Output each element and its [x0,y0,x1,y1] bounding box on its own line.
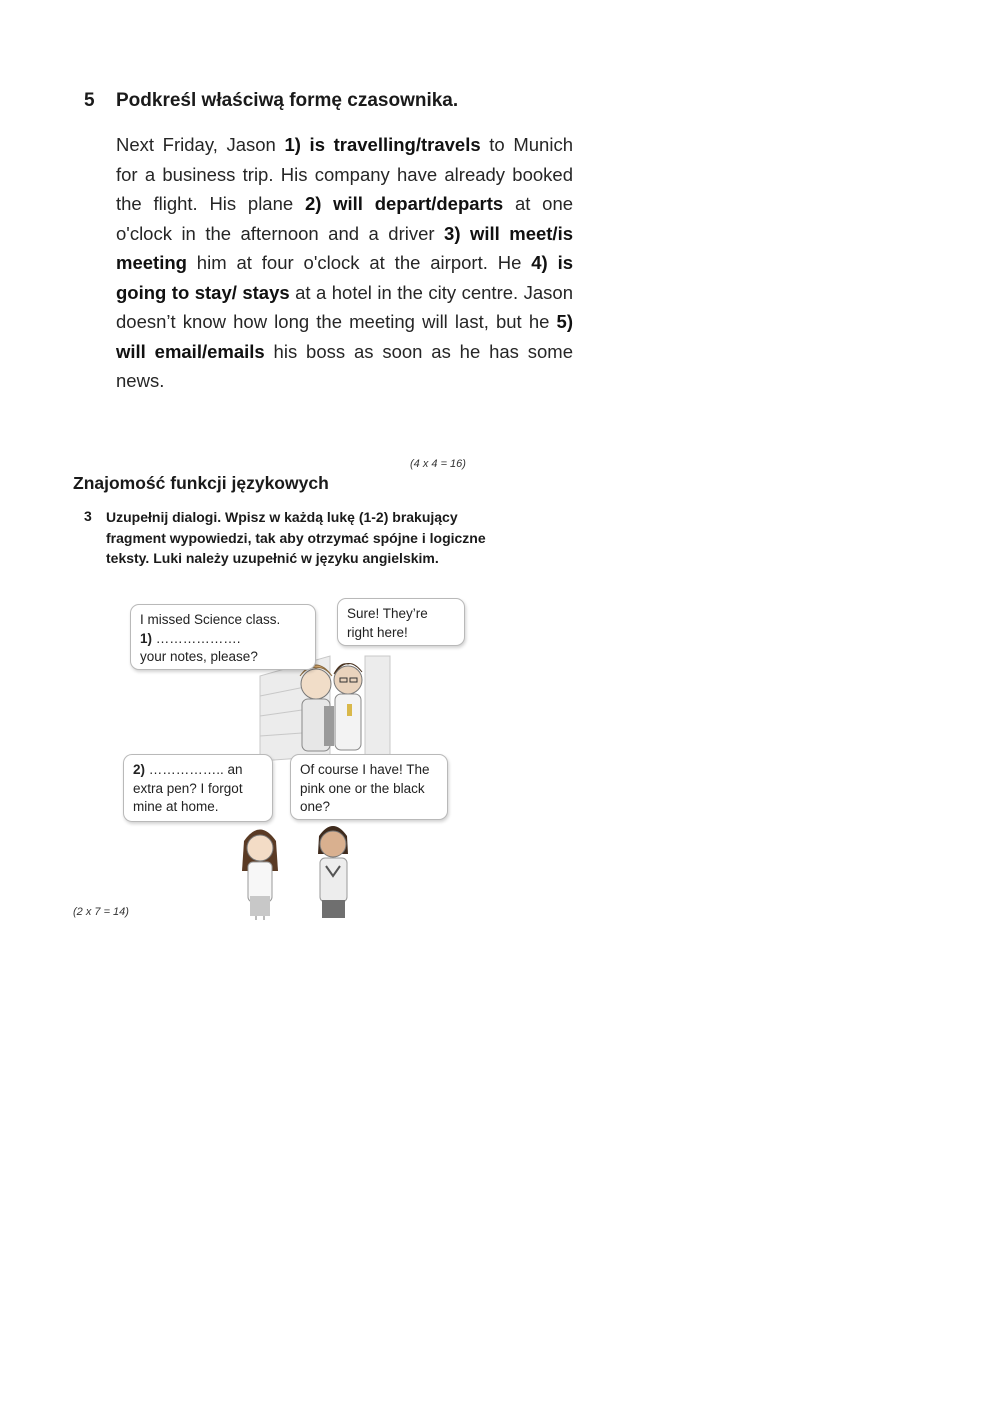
gap-3: 3) will meet/is meeting [116,222,574,273]
bubble-text: your notes, please? [140,649,258,664]
gap-number: 1) [140,630,153,646]
score-label: (2 x 7 = 14) [73,906,129,918]
bubble-text: Sure! They’re right here! [347,606,428,640]
boy-left-figure [300,665,334,751]
gap-5: 5) will email/emails [116,311,573,362]
speech-bubble-3 [123,754,273,822]
text-part: to Munich for a business trip. His company have already booked the flight. His plane [116,134,573,214]
exercise-title: Podkreśl właściwą formę czasownika. [116,90,459,111]
bubble-text [133,761,263,817]
exercise-number: 3 [84,508,92,524]
speech-bubble-2 [337,598,465,646]
gap-1: 1) is travelling/travels [284,134,481,155]
bubble-text: I missed Science class. [140,612,281,627]
girl-left-figure [242,830,278,921]
boy-right-figure [334,663,362,750]
blank-text: …………….. an extra pen? I forgot mine at home. [133,762,243,814]
exercise-number: 5 [84,90,95,111]
text-part: him at four o'clock at the airport. He [186,252,532,273]
text-part: at a hotel in the city centre. Jason doesn’t know how long the meeting will last, but he [116,281,573,332]
exercise-text [116,130,573,396]
speech-bubble-4 [290,754,448,820]
speech-bubble-1 [130,604,316,670]
section-title: Znajomość funkcji językowych [73,473,329,493]
text-part: at one o'clock in the afternoon and a driver [116,193,574,244]
gap-number: 2) [133,762,146,777]
girl-right-figure [318,826,348,918]
blank-dots: ………………. [152,630,241,646]
score-label: (4 x 4 = 16) [410,458,466,470]
text-part: Next Friday, Jason [116,134,285,155]
dialogue-illustration [110,596,470,920]
bubble-text [140,630,306,649]
exercise-instruction: Uzupełnij dialogi. Wpisz w każdą lukę (1-2) brakujący fragment wypowiedzi, tak aby otrzymać spójne i logiczne teksty. Luki należy uzupełnić w języku angielskim. [106,509,486,566]
gap-4: 4) is going to stay/ stays [116,252,573,303]
bubble-text: Of course I have! The pink one or the black one? [300,762,430,814]
gap-2: 2) will depart/departs [304,193,504,214]
text-part: his boss as soon as he has some news. [116,340,573,391]
